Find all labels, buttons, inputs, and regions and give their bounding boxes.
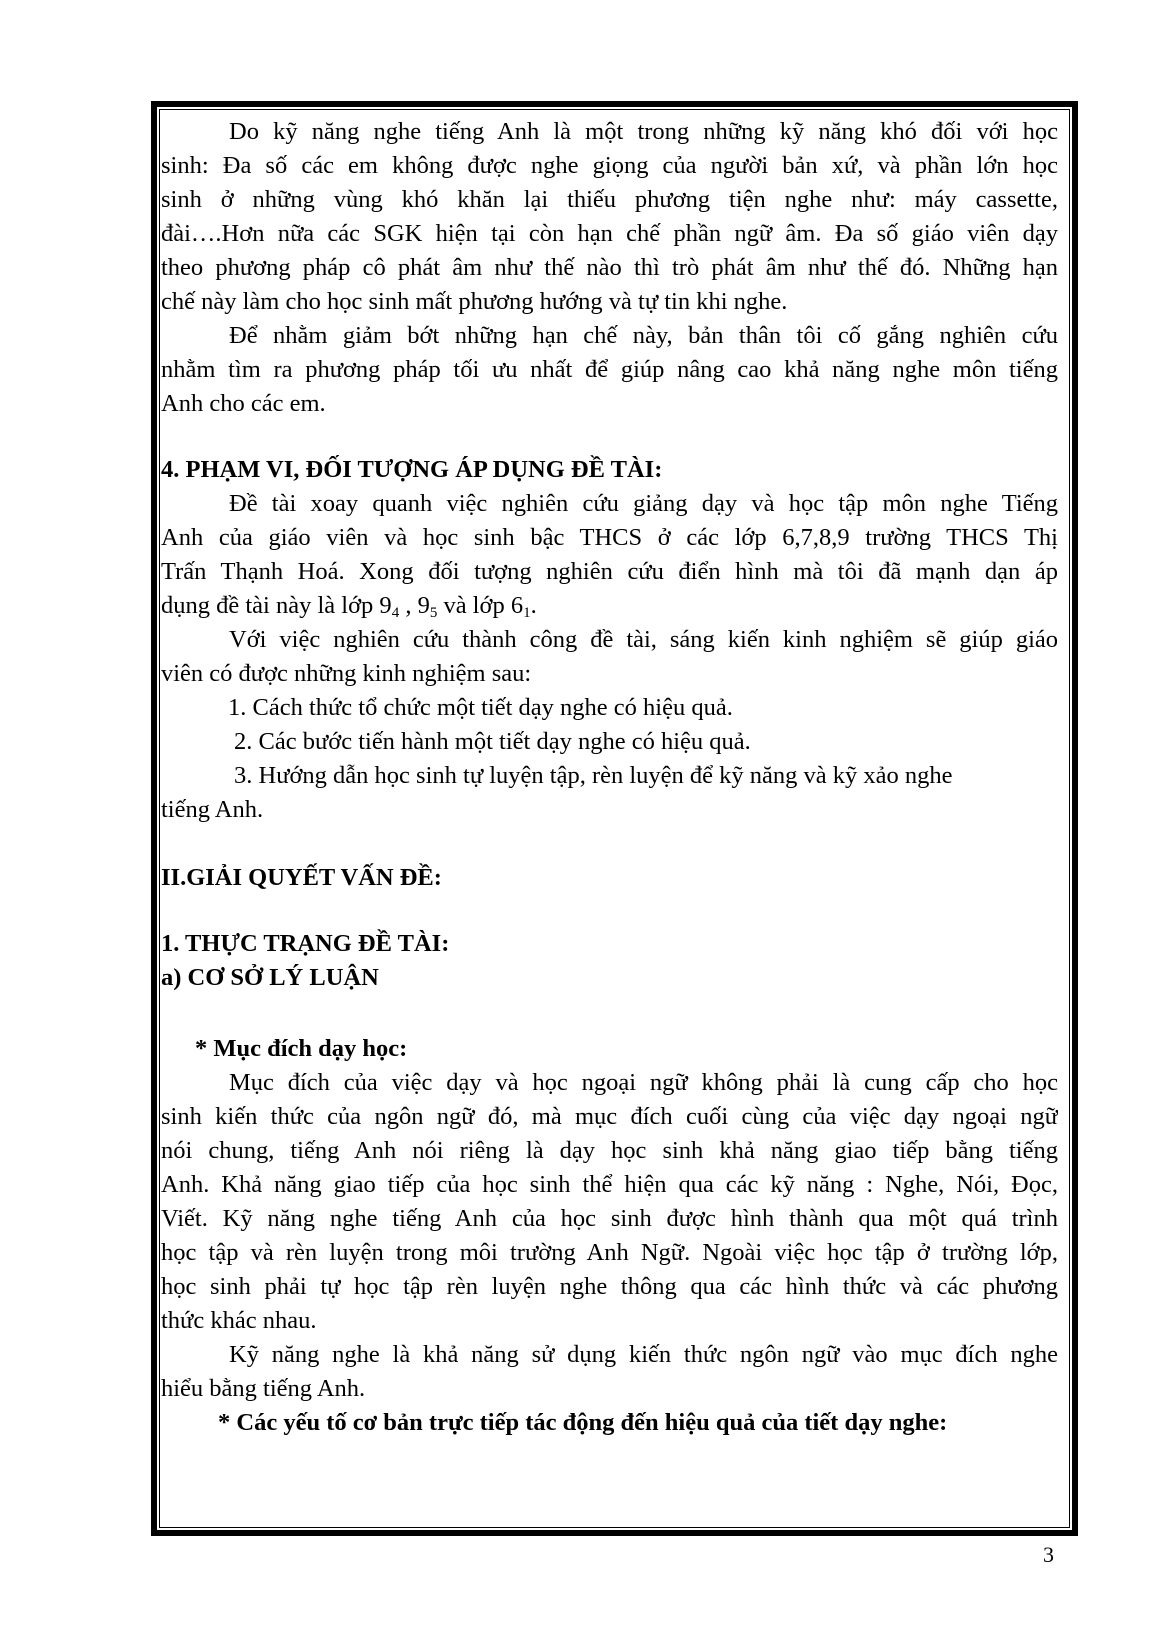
classes-text: , 9 <box>399 592 430 619</box>
classes-text: và lớp 6 <box>437 592 524 619</box>
text-line: chế này làm cho học sinh mất phương hướng và tự tin khi nghe. <box>161 288 788 315</box>
text-line: Để nhằm giảm bớt những hạn chế này, bản thân tôi cố gắng nghiên cứu <box>229 322 1058 349</box>
page-number: 3 <box>1043 1542 1054 1567</box>
text-line: Đề tài xoay quanh việc nghiên cứu giảng dạy và học tập môn nghe Tiếng <box>229 490 1058 517</box>
text-line: đài….Hơn nữa các SGK hiện tại còn hạn chế phần ngữ âm. Đa số giáo viên dạy <box>161 220 1058 247</box>
text-line: Viết. Kỹ năng nghe tiếng Anh của học sinh được hình thành qua một quá trình <box>161 1205 1058 1232</box>
class-subscript: 4 <box>391 605 400 621</box>
text-line: Mục đích của việc dạy và học ngoại ngữ không phải là cung cấp cho học <box>229 1069 1058 1096</box>
class-subscript: 5 <box>429 605 438 621</box>
text-line: Anh của giáo viên và học sinh bậc THCS ở các lớp 6,7,8,9 trường THCS Thị <box>161 524 1058 551</box>
sub-heading: 1. THỰC TRẠNG ĐỀ TÀI: <box>161 930 450 957</box>
class-subscript: 1 <box>523 605 531 621</box>
text-line: Anh cho các em. <box>161 390 326 417</box>
factors-heading: * Các yếu tố cơ bản trực tiếp tác động đến hiệu quả của tiết dạy nghe: <box>218 1409 948 1436</box>
text-line: viên có được những kinh nghiệm sau: <box>161 660 532 687</box>
text-line: học tập và rèn luyện trong môi trường Anh Ngữ. Ngoài việc học tập ở trường lớp, <box>161 1239 1058 1266</box>
section-heading: 4. PHẠM VI, ĐỐI TƯỢNG ÁP DỤNG ĐỀ TÀI: <box>161 456 663 483</box>
text-line: tiếng Anh. <box>161 796 264 823</box>
text-line: nhằm tìm ra phương pháp tối ưu nhất để giúp nâng cao khả năng nghe môn tiếng <box>161 356 1058 383</box>
paragraph-listening-difficulty <box>161 115 1058 319</box>
list-item: 1. Cách thức tổ chức một tiết dạy nghe có hiệu quả. <box>228 694 733 721</box>
text-line: sinh ở những vùng khó khăn lại thiếu phương tiện nghe như: máy cassette, <box>161 186 1058 213</box>
text-line: nói chung, tiếng Anh nói riêng là dạy học sinh khả năng giao tiếp bằng tiếng <box>161 1137 1058 1164</box>
text-line: hiểu bằng tiếng Anh. <box>161 1375 366 1402</box>
sub-heading: a) CƠ SỞ LÝ LUẬN <box>161 964 379 991</box>
purpose-heading: * Mục đích dạy học: <box>195 1035 408 1062</box>
list-item: 3. Hướng dẫn học sinh tự luyện tập, rèn luyện để kỹ năng và kỹ xảo nghe <box>234 762 953 789</box>
classes-prefix: dụng đề tài này là lớp 9 <box>161 592 392 619</box>
classes-suffix: . <box>530 592 537 619</box>
text-line: Do kỹ năng nghe tiếng Anh là một trong những kỹ năng khó đối với học <box>229 118 1058 145</box>
text-line: Với việc nghiên cứu thành công đề tài, sáng kiến kinh nghiệm sẽ giúp giáo <box>229 626 1058 653</box>
text-line: sinh: Đa số các em không được nghe giọng của người bản xứ, và phần lớn học <box>161 152 1058 179</box>
text-line: theo phương pháp cô phát âm như thế nào thì trò phát âm như thế đó. Những hạn <box>161 254 1058 281</box>
text-line: sinh kiến thức của ngôn ngữ đó, mà mục đích cuối cùng của việc dạy ngoại ngữ <box>161 1103 1058 1130</box>
text-line: Kỹ năng nghe là khả năng sử dụng kiến thức ngôn ngữ vào mục đích nghe <box>229 1341 1058 1368</box>
text-line: Anh. Khả năng giao tiếp của học sinh thể hiện qua các kỹ năng : Nghe, Nói, Đọc, <box>161 1171 1058 1198</box>
text-line: học sinh phải tự học tập rèn luyện nghe thông qua các hình thức và các phương <box>161 1273 1058 1300</box>
paragraph-research-goal <box>161 319 1058 421</box>
text-line: Trấn Thạnh Hoá. Xong đối tượng nghiên cứu điển hình mà tôi đã mạnh dạn áp <box>161 558 1058 585</box>
section-scope <box>161 453 1058 827</box>
document-body <box>161 115 1058 1440</box>
section-heading: II.GIẢI QUYẾT VẤN ĐỀ: <box>161 864 442 891</box>
text-line: thức khác nhau. <box>161 1307 317 1334</box>
section-solution <box>161 861 1058 1440</box>
list-item: 2. Các bước tiến hành một tiết dạy nghe có hiệu quả. <box>234 728 751 755</box>
classes-line <box>161 589 1058 623</box>
